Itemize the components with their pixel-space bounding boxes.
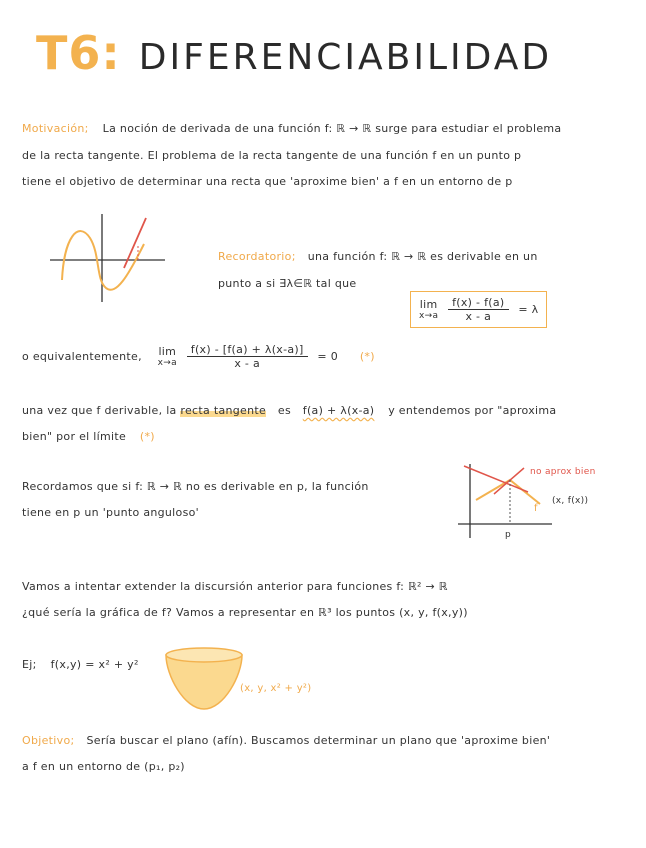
- reminder-label: Recordatorio;: [218, 250, 296, 263]
- derivable-part-1: una vez que f derivable, la: [22, 404, 177, 417]
- equivalent-line: [22, 343, 375, 370]
- reminder-numerator: f(x) - f(a): [448, 296, 508, 310]
- paraboloid-body: [166, 655, 242, 709]
- equivalent-lim-word: lim: [158, 345, 177, 358]
- reminder-limit: [419, 298, 438, 321]
- derivable-highlight: recta tangente: [180, 404, 267, 417]
- example-point: (x, y, x² + y²): [240, 683, 312, 694]
- derivable-formula: f(a) + λ(x-a): [302, 404, 375, 417]
- motivation-text-1: La noción de derivada de una función f: ℝ → ℝ surge para estudiar el problema: [102, 122, 562, 135]
- angular-graph-f: f: [534, 503, 538, 514]
- reminder-equals: = λ: [518, 303, 539, 316]
- equivalent-denominator: x - a: [234, 357, 261, 370]
- objective-text-1: Sería buscar el plano (afín). Buscamos determinar un plano que 'aproxime bien': [86, 734, 551, 747]
- equivalent-equals: = 0: [317, 350, 339, 363]
- derivable-mark: (*): [139, 430, 155, 443]
- motivation-line-1: [22, 122, 561, 135]
- reminder-lim-word: lim: [419, 298, 438, 311]
- reminder-denominator: x - a: [465, 310, 492, 323]
- reminder-fraction: [448, 296, 508, 323]
- angular-graph-p: p: [505, 530, 512, 540]
- title-word: DIFERENCIABILIDAD: [138, 37, 553, 78]
- title-colon: :: [101, 26, 121, 80]
- reminder-formula-box: [410, 291, 547, 328]
- extend-line-2: ¿qué sería la gráfica de f? Vamos a representar en ℝ³ los puntos (x, y, f(x,y)): [22, 606, 468, 619]
- angular-line-1: Recordamos que si f: ℝ → ℝ no es derivable en p, la función: [22, 480, 369, 493]
- equivalent-prefix: o equivalentemente,: [22, 350, 142, 363]
- equivalent-fraction: [187, 343, 308, 370]
- motivation-line-2: de la recta tangente. El problema de la recta tangente de una función f en un punto p: [22, 149, 522, 162]
- page-title: [36, 26, 552, 80]
- angular-graph-red-line-2: [494, 468, 524, 494]
- equivalent-lim-sub: x→a: [157, 358, 177, 368]
- objective-line-2: a f en un entorno de (p₁, p₂): [22, 760, 185, 773]
- example-formula: f(x,y) = x² + y²: [50, 658, 139, 671]
- title-number: T6: [36, 26, 102, 80]
- paraboloid-graphic: [160, 645, 250, 715]
- extend-line-1: Vamos a intentar extender la discursión anterior para funciones f: ℝ² → ℝ: [22, 580, 448, 593]
- reminder-lim-sub: x→a: [419, 311, 439, 321]
- derivable-line-2: [22, 430, 155, 443]
- angular-graph-note: no aprox bien: [530, 467, 596, 477]
- tangent-graph: [40, 210, 175, 305]
- derivable-part-2: es: [277, 404, 291, 417]
- example-label: Ej;: [22, 658, 37, 671]
- reminder-line-2: punto a si ∃λ∈ℝ tal que: [218, 277, 357, 290]
- equivalent-numerator: f(x) - [f(a) + λ(x-a)]: [187, 343, 308, 357]
- reminder-line-1: [218, 250, 538, 263]
- objective-line-1: [22, 734, 550, 747]
- derivable-line-1: [22, 404, 556, 417]
- equivalent-limit: [158, 345, 177, 368]
- paraboloid-rim: [166, 648, 242, 662]
- derivable-text-2: bien" por el límite: [22, 430, 127, 443]
- motivation-label: Motivación;: [22, 122, 89, 135]
- reminder-text-1: una función f: ℝ → ℝ es derivable en un: [307, 250, 538, 263]
- angular-graph-point: (x, f(x)): [552, 496, 589, 506]
- example-line: [22, 658, 139, 671]
- equivalent-mark: (*): [359, 350, 375, 363]
- motivation-line-3: tiene el objetivo de determinar una recta que 'aproxime bien' a f en un entorno de p: [22, 175, 513, 188]
- angular-line-2: tiene en p un 'punto anguloso': [22, 506, 199, 519]
- objective-label: Objetivo;: [22, 734, 75, 747]
- derivable-part-3: y entendemos por "aproxima: [388, 404, 557, 417]
